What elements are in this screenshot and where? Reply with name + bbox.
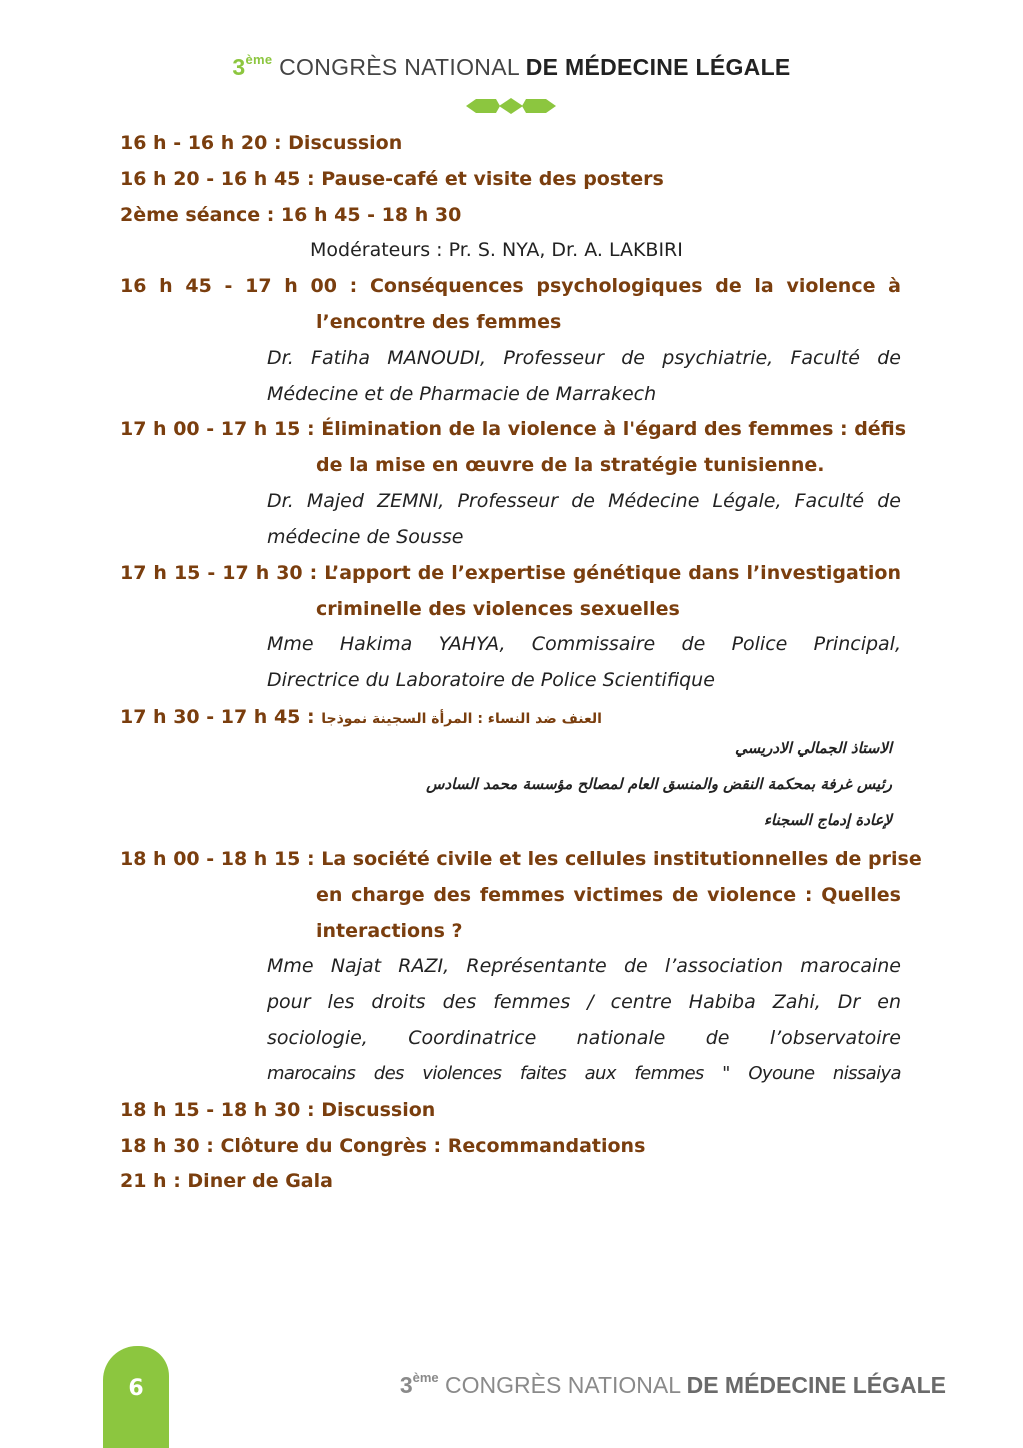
header-ordinal: 3 [232,54,246,80]
ornament-shape-center [499,98,523,114]
session-heading: 2ème séance : 16 h 45 - 18 h 30 [120,204,462,226]
program-item-discussion-2: 18 h 15 - 18 h 30 : Discussion [120,1099,436,1121]
talk-4-speaker-role-cont: لإعادة إدماج السجناء [763,811,892,829]
talk-2-speaker-cont: médecine de Sousse [267,526,464,548]
talk-1-title-cont: l’encontre des femmes [316,311,562,333]
header-title [0,52,1023,81]
footer-title-bold: DE MÉDECINE LÉGALE [686,1372,946,1398]
talk-4-title-arabic: العنف ضد النساء : المرأة السجينة نموذجا [321,711,602,727]
talk-4-time: 17 h 30 - 17 h 45 : [120,706,315,728]
header-title-bold: DE MÉDECINE LÉGALE [525,54,791,80]
talk-5-speaker-cont-3: marocains des violences faites aux femmes " Oyoune nissaiya [267,1063,901,1084]
talk-2-speaker: Dr. Majed ZEMNI, Professeur de Médecine Légale, Faculté de [267,490,901,512]
moderators: Modérateurs : Pr. S. NYA, Dr. A. LAKBIRI [310,239,683,261]
talk-5-title-cont: en charge des femmes victimes de violence : Quelles [316,884,901,906]
footer-ordinal-suffix: ème [412,1370,439,1385]
talk-5-title: 18 h 00 - 18 h 15 : La société civile et les cellules institutionnelles de prise [120,848,922,870]
program-item-discussion-1: 16 h - 16 h 20 : Discussion [120,132,403,154]
talk-4-speaker-role: رئيس غرفة بمحكمة النقض والمنسق العام لمصالح مؤسسة محمد السادس [426,775,892,793]
page-number: 6 [128,1376,144,1401]
talk-1-speaker: Dr. Fatiha MANOUDI, Professeur de psychiatrie, Faculté de [267,347,901,369]
talk-2-title-cont: de la mise en œuvre de la stratégie tunisienne. [316,454,825,476]
talk-3-title: 17 h 15 - 17 h 30 : L’apport de l’expertise génétique dans l’investigation [120,562,901,584]
talk-5-speaker-cont-2: sociologie, Coordinatrice nationale de l’observatoire [267,1027,901,1049]
diamond-ornament-icon [466,97,556,115]
talk-4-speaker-name: الاستاذ الجمالي الادريسي [735,739,892,757]
program-item-closing: 18 h 30 : Clôture du Congrès : Recommandations [120,1135,646,1157]
talk-3-title-cont: criminelle des violences sexuelles [316,598,680,620]
talk-1-speaker-cont: Médecine et de Pharmacie de Marrakech [267,383,657,405]
talk-1-title: 16 h 45 - 17 h 00 : Conséquences psychologiques de la violence à [120,275,901,297]
header-ordinal-suffix: ème [245,52,273,67]
header-title-light: CONGRÈS NATIONAL [279,54,526,80]
talk-2-title: 17 h 00 - 17 h 15 : Élimination de la violence à l'égard des femmes : défis [120,418,907,440]
talk-4-title [120,706,602,728]
ornament-shape-right [522,99,556,113]
talk-3-speaker-cont: Directrice du Laboratoire de Police Scientifique [267,669,715,691]
footer-title-light: CONGRÈS NATIONAL [445,1372,687,1398]
talk-5-title-end: interactions ? [316,920,463,942]
talk-5-speaker-cont-1: pour les droits des femmes / centre Habiba Zahi, Dr en [267,991,901,1013]
talk-3-speaker: Mme Hakima YAHYA, Commissaire de Police Principal, [267,633,901,655]
ornament-shape-left [466,99,500,113]
program-item-coffee-break: 16 h 20 - 16 h 45 : Pause-café et visite des posters [120,168,664,190]
footer-ordinal: 3 [399,1372,413,1398]
program-item-gala-dinner: 21 h : Diner de Gala [120,1170,333,1192]
talk-5-speaker: Mme Najat RAZI, Représentante de l’association marocaine [267,955,901,977]
footer-title [400,1370,946,1399]
